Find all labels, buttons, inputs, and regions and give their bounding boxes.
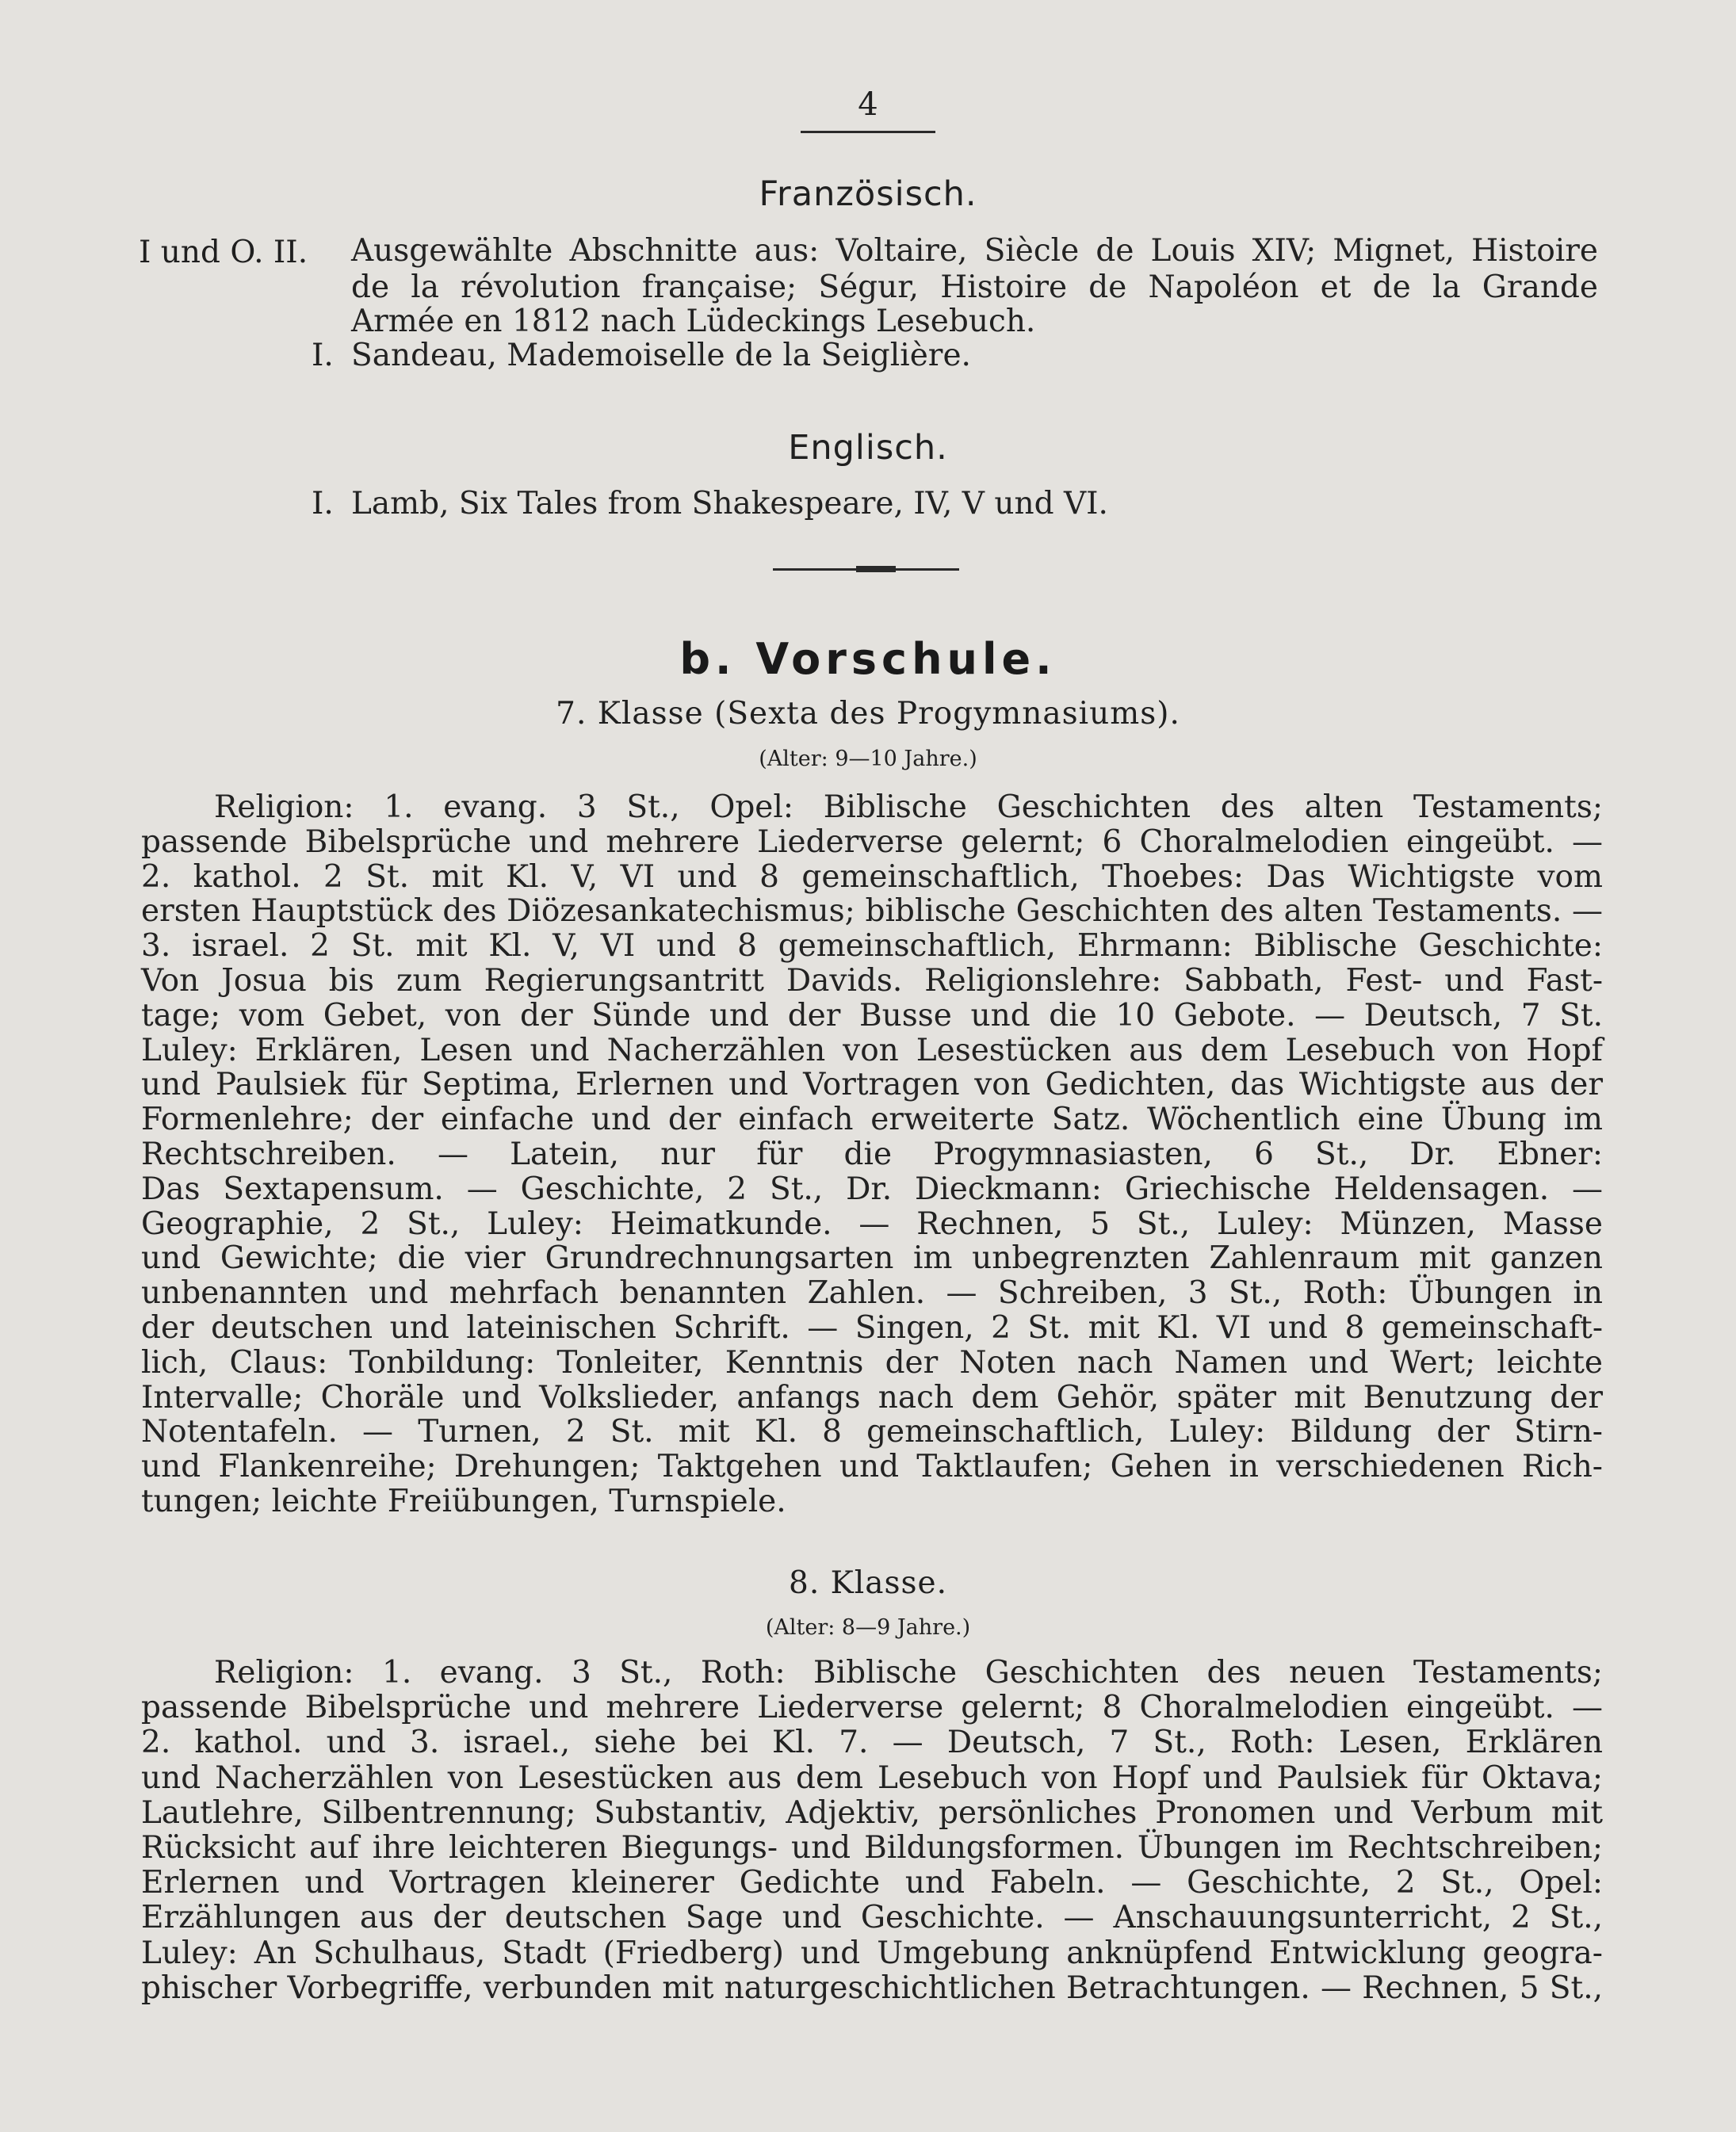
klasse7-age: (Alter: 9—10 Jahre.)	[759, 747, 977, 771]
klasse8-age: (Alter: 8—9 Jahre.)	[765, 1615, 971, 1640]
klasse7-title: 7. Klasse (Sexta des Progymnasiums).	[556, 696, 1180, 732]
class-label-i: I.	[312, 338, 334, 373]
text-line: Lamb, Six Tales from Shakespeare, IV, V und VI.	[351, 486, 1108, 522]
text-line: de la révolution française; Ségur, Histoire de Napoléon et de la Grande	[351, 269, 1598, 305]
text-line: Luley: An Schulhaus, Stadt (Friedberg) und Umgebung anknüpfend Entwicklung geogra-	[141, 1935, 1603, 1971]
class-label-i: I.	[312, 486, 334, 522]
text-line: lich, Claus: Tonbildung: Tonleiter, Kenntnis der Noten nach Namen und Wert; leichte	[141, 1344, 1603, 1381]
text-line: passende Bibelsprüche und mehrere Liederverse gelernt; 6 Choralmelodien eingeübt. —	[141, 823, 1603, 860]
text-line: phischer Vorbegriffe, verbunden mit naturgeschichtlichen Betrachtungen. — Rechnen, 5 St.,	[141, 1970, 1603, 2006]
text-line: Von Josua bis zum Regierungsantritt Davids. Religionslehre: Sabbath, Fest- und Fast-	[141, 963, 1603, 999]
header-rule	[801, 131, 935, 133]
text-line: Notentafeln. — Turnen, 2 St. mit Kl. 8 gemeinschaftlich, Luley: Bildung der Stirn-	[141, 1414, 1603, 1450]
text-line: Armée en 1812 nach Lüdeckings Lesebuch.	[351, 304, 1036, 339]
text-line: Das Sextapensum. — Geschichte, 2 St., Dr. Dieckmann: Griechische Heldensagen. —	[141, 1171, 1603, 1207]
text-line: ersten Hauptstück des Diözesankatechismus; biblische Geschichten des alten Testaments. —	[141, 893, 1603, 930]
class-label-franzoesisch: I und O. II.	[139, 235, 308, 270]
text-line: Formenlehre; der einfache und der einfach erweiterte Satz. Wöchentlich eine Übung im	[141, 1102, 1603, 1138]
text-line: und Flankenreihe; Drehungen; Taktgehen und Taktlaufen; Gehen in verschiedenen Rich-	[141, 1449, 1603, 1485]
text-line: Religion: 1. evang. 3 St., Opel: Biblische Geschichten des alten Testaments;	[214, 789, 1603, 825]
text-line: und Paulsiek für Septima, Erlernen und Vortragen von Gedichten, das Wichtigste aus der	[141, 1067, 1603, 1103]
page-number: 4	[858, 86, 878, 123]
text-line: 3. israel. 2 St. mit Kl. V, VI und 8 gemeinschaftlich, Ehrmann: Biblische Geschichte:	[141, 928, 1603, 965]
text-line: Sandeau, Mademoiselle de la Seiglière.	[351, 338, 971, 373]
klasse8-title: 8. Klasse.	[789, 1565, 947, 1601]
text-line: Lautlehre, Silbentrennung; Substantiv, Adjektiv, persönliches Pronomen und Verbum mit	[141, 1794, 1603, 1831]
text-line: Rücksicht auf ihre leichteren Biegungs- und Bildungsformen. Übungen im Rechtschreiben;	[141, 1830, 1603, 1866]
text-line: Luley: Erklären, Lesen und Nacherzählen von Lesestücken aus dem Lesebuch von Hopf	[141, 1032, 1603, 1068]
text-line: Erzählungen aus der deutschen Sage und Geschichte. — Anschauungsunterricht, 2 St.,	[141, 1900, 1603, 1936]
section-divider-mark	[856, 566, 896, 572]
heading-franzoesisch: Französisch.	[759, 174, 977, 214]
heading-vorschule: b. Vorschule.	[679, 634, 1057, 684]
text-line: 2. kathol. und 3. israel., siehe bei Kl. 7. — Deutsch, 7 St., Roth: Lesen, Erklären	[141, 1725, 1603, 1761]
text-line: Intervalle; Choräle und Volkslieder, anfangs nach dem Gehör, später mit Benutzung der	[141, 1379, 1603, 1416]
text-line: passende Bibelsprüche und mehrere Liederverse gelernt; 8 Choralmelodien eingeübt. —	[141, 1690, 1603, 1726]
text-line: unbenannten und mehrfach benannten Zahlen. — Schreiben, 3 St., Roth: Übungen in	[141, 1275, 1603, 1312]
text-line: 2. kathol. 2 St. mit Kl. V, VI und 8 gemeinschaftlich, Thoebes: Das Wichtigste vom	[141, 858, 1603, 895]
heading-englisch: Englisch.	[788, 428, 948, 468]
text-line: und Nacherzählen von Lesestücken aus dem Lesebuch von Hopf und Paulsiek für Oktava;	[141, 1759, 1603, 1796]
text-line: Erlernen und Vortragen kleinerer Gedichte und Fabeln. — Geschichte, 2 St., Opel:	[141, 1865, 1603, 1901]
text-line: tage; vom Gebet, von der Sünde und der Busse und die 10 Gebote. — Deutsch, 7 St.	[141, 997, 1603, 1034]
text-line: und Gewichte; die vier Grundrechnungsarten im unbegrenzten Zahlenraum mit ganzen	[141, 1240, 1603, 1277]
text-line: Rechtschreiben. — Latein, nur für die Progymnasiasten, 6 St., Dr. Ebner:	[141, 1137, 1603, 1172]
text-line: tungen; leichte Freiübungen, Turnspiele.	[141, 1484, 786, 1519]
text-line: Religion: 1. evang. 3 St., Roth: Biblische Geschichten des neuen Testaments;	[214, 1655, 1603, 1691]
text-line: Geographie, 2 St., Luley: Heimatkunde. — Rechnen, 5 St., Luley: Münzen, Masse	[141, 1205, 1603, 1242]
text-line: Ausgewählte Abschnitte aus: Voltaire, Siècle de Louis XIV; Mignet, Histoire	[351, 233, 1598, 269]
text-line: der deutschen und lateinischen Schrift. — Singen, 2 St. mit Kl. VI und 8 gemeinschaft-	[141, 1310, 1603, 1346]
